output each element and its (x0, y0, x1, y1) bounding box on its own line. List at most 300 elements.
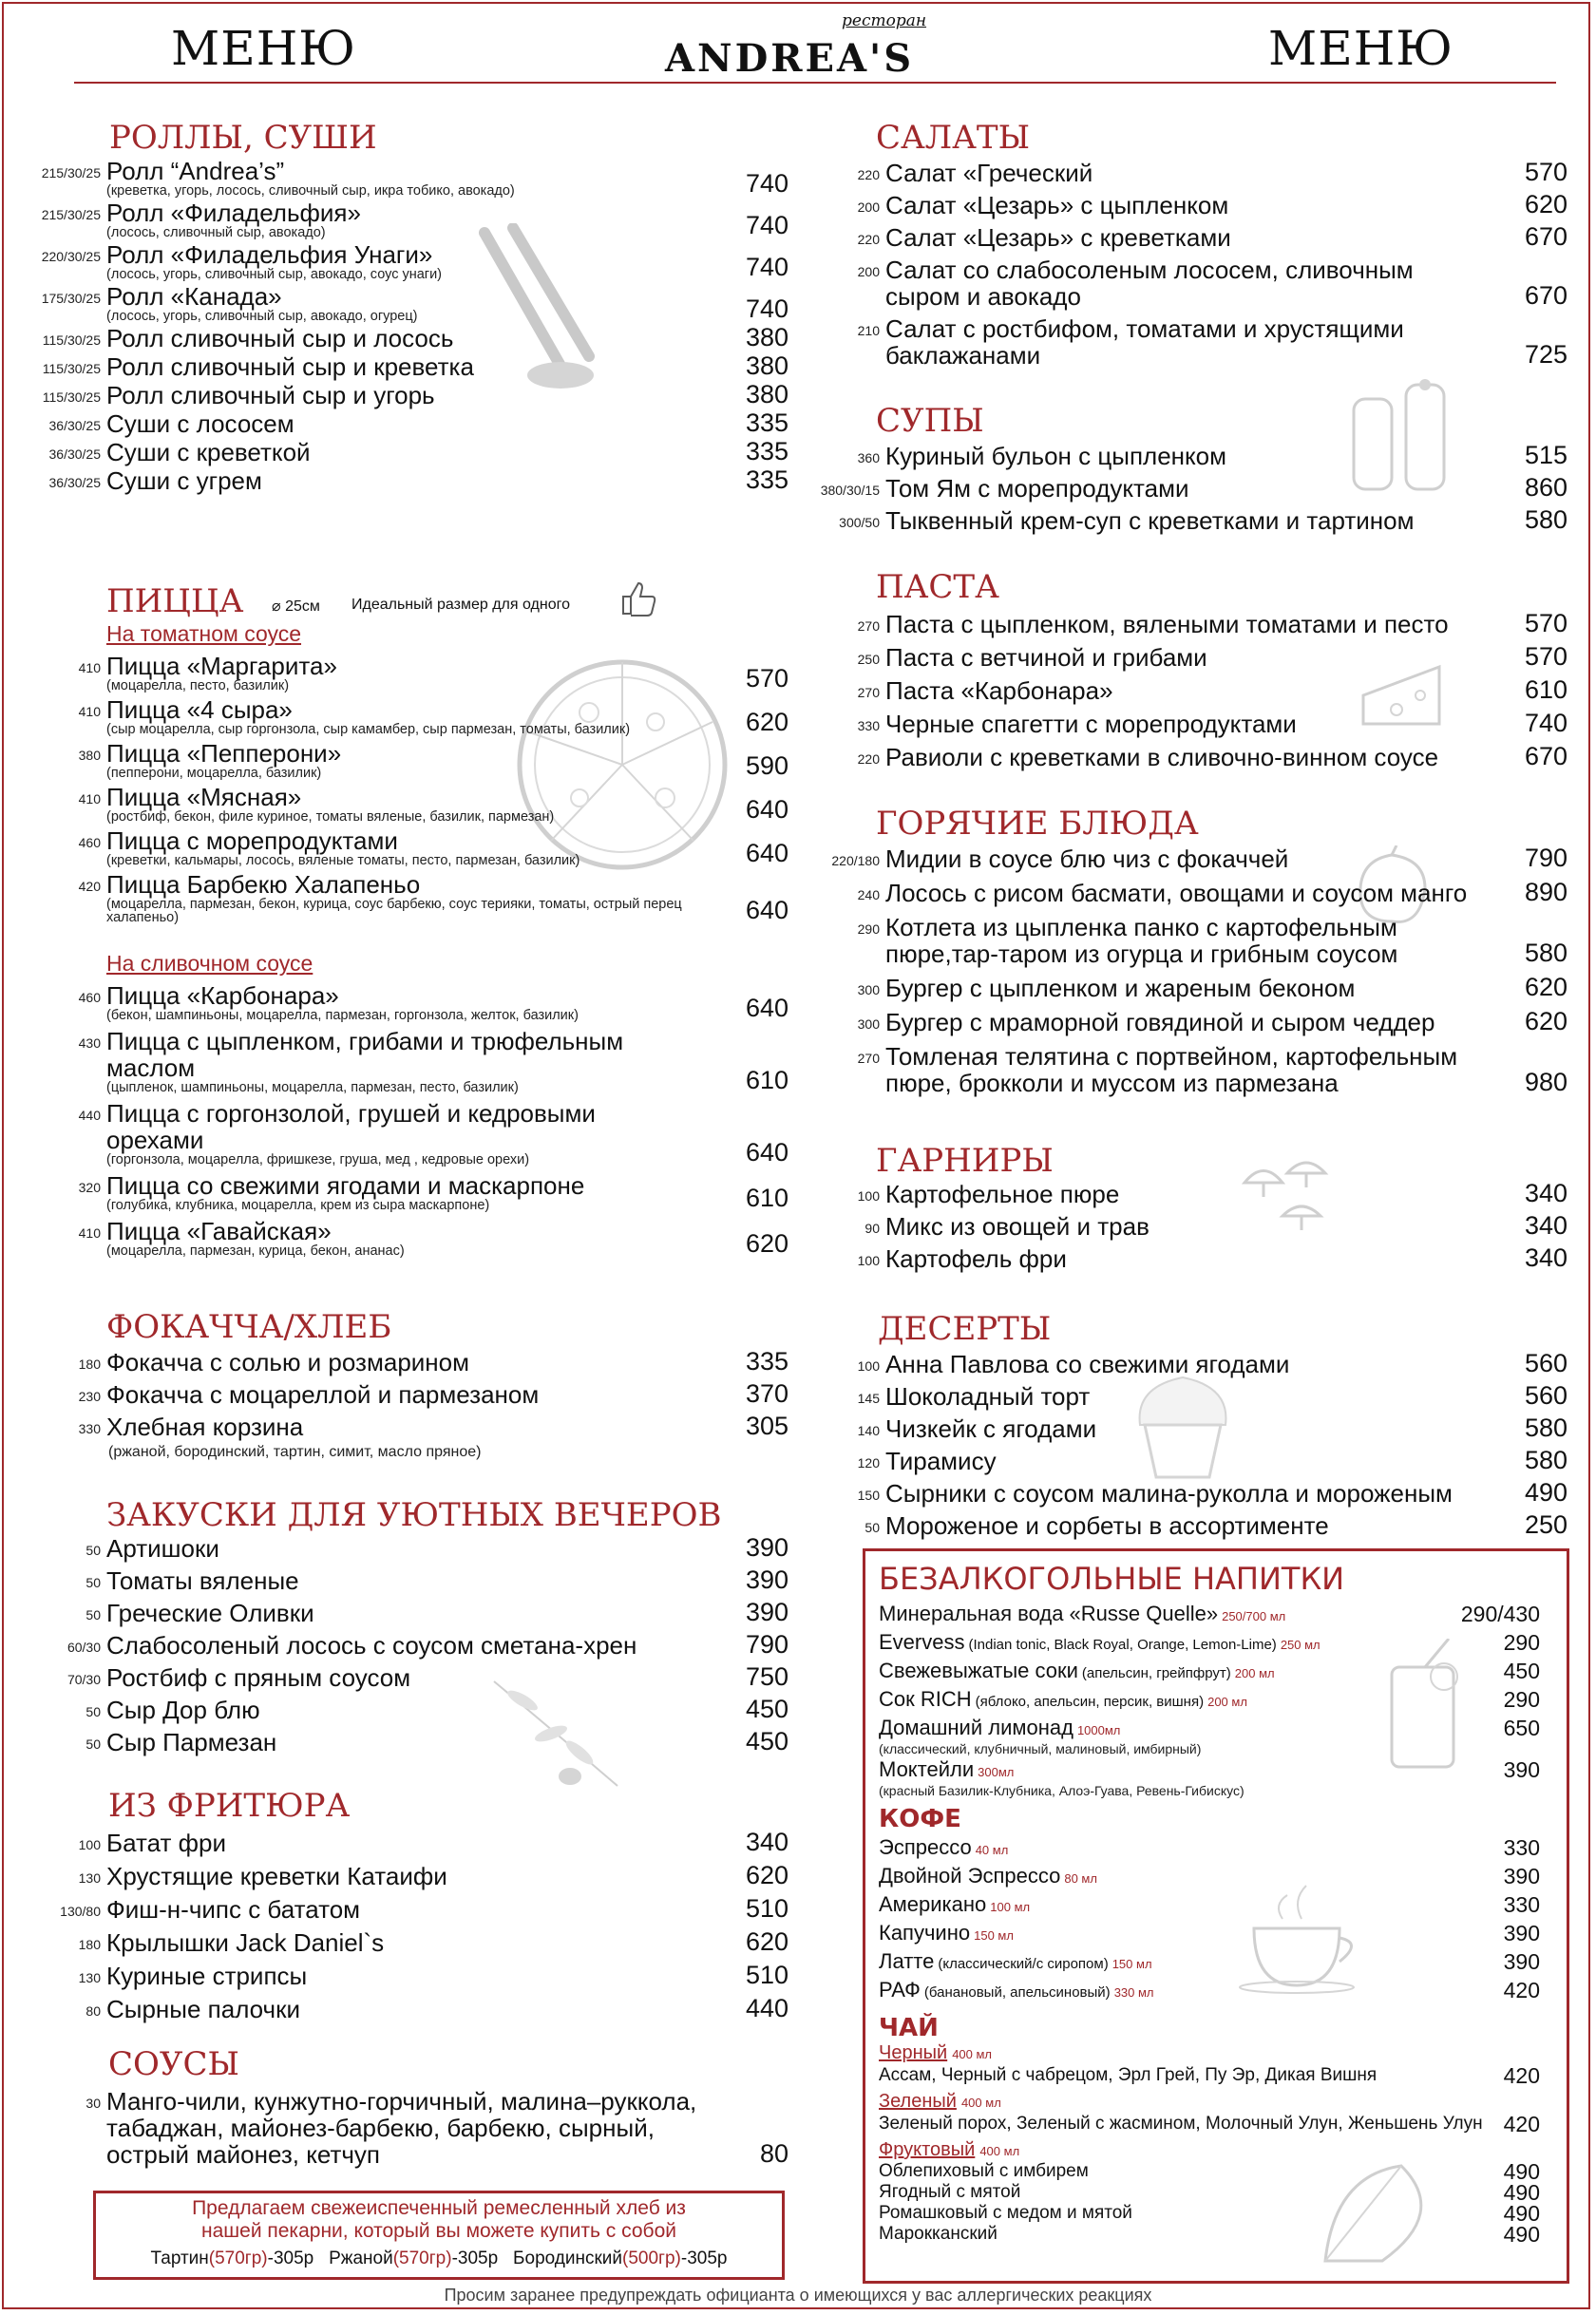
item-price: 390 (745, 1565, 788, 1594)
item-weight: 100 (857, 1253, 880, 1268)
section-title-hot: ГОРЯЧИЕ БЛЮДА (876, 805, 1199, 843)
section-pizza (28, 582, 788, 1263)
item-weight: 115/30/25 (42, 332, 101, 348)
section-rolls (28, 119, 788, 496)
menu-item (28, 199, 788, 239)
item-price: 450 (745, 1727, 788, 1755)
drink-volume: 250 мл (1280, 1638, 1320, 1652)
item-price: 740 (745, 169, 788, 198)
menu-item (808, 1181, 1568, 1207)
item-price: 640 (745, 795, 788, 824)
menu-item (28, 158, 788, 198)
drink-name: Evervess (879, 1630, 965, 1654)
item-price: 335 (745, 465, 788, 494)
menu-item (808, 192, 1568, 218)
item-weight: 410 (78, 660, 101, 675)
item-body (106, 283, 788, 323)
item-description: (лосось, угорь, сливочный сыр, авокадо, соус унаги) (106, 267, 443, 282)
drink-description: (классический, клубничный, малиновый, имбирный) (879, 1741, 1202, 1756)
drink-name: Домашний лимонад (879, 1716, 1074, 1739)
menu-item (28, 784, 788, 824)
bread-weight-1: (570гр) (208, 2249, 268, 2268)
item-name: Салат «Греческий (885, 159, 1093, 187)
menu-item (28, 1600, 788, 1626)
menu-item (28, 241, 788, 281)
item-body (885, 160, 1417, 186)
item-body (106, 199, 788, 239)
item-price: 380 (745, 351, 788, 380)
tea-fruit-volume: 400 мл (979, 2144, 1020, 2158)
item-description: (пепперони, моцарелла, базилик) (106, 766, 322, 781)
item-weight: 220/180 (831, 853, 880, 868)
menu-item (808, 256, 1568, 310)
drink-name: Сок RICH (879, 1687, 972, 1711)
item-description: (голубика, клубника, моцарелла, крем из сыра маскарпоне) (106, 1198, 490, 1213)
item-weight: 100 (78, 1837, 101, 1852)
drink-volume: 100 мл (990, 1900, 1031, 1914)
item-weight: 320 (78, 1180, 101, 1195)
menu-item (28, 1896, 788, 1923)
section-title-pizza: ПИЦЦА (106, 582, 244, 620)
section-title-rolls: РОЛЛЫ, СУШИ (109, 119, 377, 157)
item-name: Ростбиф с пряным соусом (106, 1663, 411, 1692)
item-body (106, 1218, 695, 1258)
item-name: Крылышки Jack Daniel`s (106, 1928, 385, 1957)
item-name: Пицца с цыпленком, грибами и трюфельным маслом (106, 1027, 624, 1082)
item-weight: 220/30/25 (41, 249, 101, 264)
tea-black-price: 420 (1503, 2063, 1540, 2088)
item-weight: 36/30/25 (48, 446, 101, 462)
drink-item (879, 1758, 1553, 1797)
item-price: 620 (745, 708, 788, 736)
menu-item (808, 644, 1568, 671)
item-body (885, 475, 1568, 502)
drink-name: РАФ (879, 1978, 921, 2002)
menu-item (808, 160, 1568, 186)
item-weight: 215/30/25 (41, 165, 101, 180)
item-name: Мидии в соусе блю чиз с фокаччей (885, 844, 1289, 873)
drink-item (879, 1660, 1553, 1685)
drink-volume: 150 мл (974, 1928, 1014, 1943)
item-weight: 130 (78, 1970, 101, 1985)
drink-item (879, 1865, 1553, 1890)
bread-name-2: Ржаной (329, 2249, 393, 2268)
item-body (106, 1349, 788, 1376)
menu-item (28, 696, 788, 736)
item-body (885, 677, 1568, 704)
item-price: 620 (745, 1229, 788, 1258)
item-name: Картофельное пюре (885, 1180, 1120, 1208)
item-body (885, 1351, 1568, 1377)
item-price: 620 (1524, 190, 1568, 218)
item-weight: 130 (78, 1870, 101, 1886)
tea-black-volume: 400 мл (952, 2047, 993, 2061)
drink-price: 390 (1503, 1864, 1540, 1888)
item-price: 380 (745, 323, 788, 351)
item-body (885, 1415, 1568, 1442)
section-title-desserts: ДЕСЕРТЫ (878, 1310, 1052, 1348)
item-price: 380 (745, 380, 788, 408)
item-body (885, 1043, 1474, 1096)
item-name: Фокачча с моцареллой и пармезаном (106, 1380, 540, 1409)
item-description: (моцарелла, пармезан, курица, бекон, ананас) (106, 1243, 405, 1259)
item-name: Слабосоленый лосось с соусом сметана-хрен (106, 1631, 637, 1660)
menu-title-right: МЕНЮ (1268, 21, 1454, 76)
item-price: 570 (1524, 609, 1568, 637)
drink-note: (яблоко, апельсин, персик, вишня) (975, 1694, 1205, 1710)
section-sauces (28, 2045, 788, 2169)
item-name: Фиш-н-чипс с бататом (106, 1895, 361, 1924)
menu-item (28, 1218, 788, 1258)
menu-item (28, 1172, 788, 1212)
item-weight: 270 (857, 618, 880, 634)
menu-item (808, 315, 1568, 369)
item-price: 340 (1524, 1243, 1568, 1272)
item-name: Чизкейк с ягодами (885, 1414, 1097, 1443)
fruit-tea-item (879, 2161, 1553, 2182)
drink-note: (классический/с сиропом) (938, 1956, 1109, 1972)
drink-price: 390 (1503, 1921, 1540, 1945)
drink-price: 390 (1503, 1949, 1540, 1974)
item-description: (моцарелла, песто, базилик) (106, 678, 290, 693)
item-body (106, 1600, 788, 1626)
menu-item (28, 1028, 788, 1094)
item-body (106, 467, 788, 494)
item-price: 570 (745, 664, 788, 693)
menu-item (28, 353, 788, 380)
sauces-price: 80 (759, 2139, 788, 2168)
item-weight: 420 (78, 879, 101, 894)
item-weight: 70/30 (66, 1672, 101, 1687)
item-price: 740 (1524, 709, 1568, 737)
item-name: Тирамису (885, 1447, 997, 1475)
item-weight: 90 (864, 1221, 880, 1236)
sauces-line-3: острый майонез, кетчуп (106, 2140, 380, 2169)
menu-item (28, 740, 788, 780)
item-name: Ролл сливочный сыр и угорь (106, 381, 435, 409)
item-body (885, 1009, 1474, 1035)
item-body (885, 1245, 1568, 1272)
item-name: Ролл «Канада» (106, 282, 282, 311)
menu-item (28, 1664, 788, 1691)
item-price: 790 (745, 1630, 788, 1659)
item-name: Том Ям с морепродуктами (885, 474, 1189, 503)
item-body (885, 256, 1417, 310)
drink-name: Капучино (879, 1921, 971, 1945)
item-name: Салат со слабосоленым лососем, сливочным сыром и авокадо (885, 256, 1414, 311)
item-body (106, 1729, 788, 1755)
menu-item (28, 1381, 788, 1408)
section-hot (808, 807, 1568, 1104)
section-title-sides: ГАРНИРЫ (876, 1142, 1054, 1180)
drink-item (879, 1836, 1553, 1862)
item-body (106, 410, 788, 437)
drink-name: Двойной Эспрессо (879, 1864, 1061, 1888)
item-name: Артишоки (106, 1534, 219, 1563)
item-name: Картофель фри (885, 1244, 1067, 1273)
item-name: Ролл «Филадельфия» (106, 199, 361, 227)
menu-item (808, 1213, 1568, 1240)
item-weight: 430 (78, 1035, 101, 1051)
item-body (106, 382, 788, 408)
item-weight: 100 (857, 1358, 880, 1374)
fruit-tea-price: 490 (1503, 2180, 1540, 2205)
item-description: (цыпленок, шампиньоны, моцарелла, пармезан, песто, базилик) (106, 1080, 519, 1095)
item-description: (креветки, кальмары, лосось, вяленые томаты, песто, пармезан, базилик) (106, 853, 580, 868)
item-description: (горгонзола, моцарелла, фришкезе, груша, мед , кедровые орехи) (106, 1152, 530, 1167)
drink-item (879, 1688, 1553, 1714)
fruit-tea-name: Облепиховый с имбирем (879, 2161, 1089, 2181)
item-weight: 410 (78, 704, 101, 719)
item-body (106, 827, 695, 867)
item-name: Томаты вяленые (106, 1566, 299, 1595)
item-name: Паста с ветчиной и грибами (885, 643, 1207, 672)
menu-item (28, 283, 788, 323)
menu-item (808, 975, 1568, 1001)
section-title-soups: СУПЫ (876, 402, 984, 440)
item-price: 440 (745, 1994, 788, 2022)
menu-item (808, 880, 1568, 906)
item-body (106, 1830, 788, 1856)
item-weight: 220 (857, 751, 880, 767)
menu-item (28, 1632, 788, 1659)
menu-item (28, 1929, 788, 1956)
fruit-tea-name: Ягодный с мятой (879, 2182, 1021, 2202)
drinks-box (863, 1548, 1569, 2284)
section-salads (808, 119, 1568, 374)
menu-item (28, 1729, 788, 1755)
item-name: Салат «Цезарь» с цыпленком (885, 191, 1229, 219)
item-weight: 330 (78, 1421, 101, 1436)
item-body (885, 1213, 1568, 1240)
item-price: 580 (1524, 939, 1568, 967)
item-body (885, 1448, 1568, 1474)
drink-item (879, 1717, 1553, 1755)
item-name: Микс из овощей и трав (885, 1212, 1150, 1241)
bread-offer-line-1: Предлагаем свежеиспеченный ремесленный хлеб из (192, 2197, 686, 2219)
menu-item (808, 507, 1568, 534)
bread-offer-line-2: нашей пекарни, который вы можете купить с собой (201, 2220, 676, 2242)
item-body (106, 241, 788, 281)
tea-green-price: 420 (1503, 2112, 1540, 2136)
item-price: 340 (1524, 1179, 1568, 1207)
item-name: Ролл сливочный сыр и креветка (106, 352, 474, 381)
sauces-line-1: Манго-чили, кунжутно-горчичный, малина–руккола, (106, 2087, 697, 2116)
item-price: 570 (1524, 158, 1568, 186)
sauces-row (28, 2088, 788, 2168)
item-body (106, 158, 788, 198)
item-weight: 60/30 (66, 1640, 101, 1655)
item-name: Ролл “Andrea’s” (106, 157, 285, 185)
drink-price: 290 (1503, 1630, 1540, 1655)
item-description: (ростбиф, бекон, филе куриное, томаты вяленые, базилик, пармезан) (106, 809, 555, 825)
sauces-line-2: табаджан, майонез-барбекю, барбекю, сырный, (106, 2114, 655, 2142)
item-price: 640 (745, 994, 788, 1022)
item-weight: 180 (78, 1937, 101, 1952)
bread-price-2: -305р (451, 2249, 499, 2268)
fruit-tea-name: Марокканский (879, 2224, 998, 2244)
drink-note: (Indian tonic, Black Royal, Orange, Lemon-Lime) (968, 1637, 1277, 1653)
item-body (885, 507, 1568, 534)
menu-item (28, 1535, 788, 1562)
item-body (106, 1028, 695, 1094)
item-price: 490 (1524, 1478, 1568, 1507)
menu-item (808, 744, 1568, 770)
item-name: Паста «Карбонара» (885, 676, 1113, 705)
item-price: 580 (1524, 1446, 1568, 1474)
item-weight: 50 (86, 1543, 101, 1558)
menu-item (28, 1963, 788, 1989)
item-body (106, 1664, 788, 1691)
item-body (106, 871, 695, 924)
item-name: Паста с цыпленком, вялеными томатами и песто (885, 610, 1449, 638)
brand-subtitle: ресторан (842, 11, 927, 30)
item-body (106, 1535, 788, 1562)
item-price: 610 (745, 1184, 788, 1212)
drink-name: Эспрессо (879, 1835, 972, 1859)
menu-item (28, 1414, 788, 1440)
allergy-footer: Просим заранее предупреждать официанта о имеющихся у вас аллергических реакциях (444, 2286, 1152, 2305)
tea-black-label: Черный (879, 2042, 948, 2063)
item-name: Тыквенный крем-суп с креветками и тартином (885, 506, 1415, 535)
drink-item (879, 1979, 1553, 2004)
section-fried (28, 1787, 788, 2029)
item-name: Салат с ростбифом, томатами и хрустящими баклажанами (885, 314, 1404, 370)
item-name: Пицца «Маргарита» (106, 652, 337, 680)
item-body (106, 1896, 788, 1923)
item-price: 250 (1524, 1510, 1568, 1539)
item-body (106, 1697, 788, 1723)
item-weight: 200 (857, 199, 880, 215)
item-body (106, 1863, 788, 1889)
item-price: 340 (1524, 1211, 1568, 1240)
drink-note: (апельсин, грейпфрут) (1081, 1665, 1231, 1681)
menu-item (808, 1480, 1568, 1507)
tea-green-volume: 400 мл (960, 2096, 1001, 2110)
pizza-size-note-2: Идеальный размер для одного (352, 597, 570, 613)
tea-black-row (879, 2064, 1553, 2087)
item-weight: 140 (857, 1423, 880, 1438)
item-body (885, 711, 1568, 737)
item-price: 670 (1524, 742, 1568, 770)
item-weight: 180 (78, 1357, 101, 1372)
item-body (885, 443, 1568, 469)
menu-item (28, 439, 788, 465)
item-price: 620 (1524, 1007, 1568, 1035)
item-weight: 210 (857, 323, 880, 338)
item-weight: 50 (86, 1607, 101, 1622)
item-body (885, 914, 1474, 967)
item-name: Хрустящие креветки Катаифи (106, 1862, 447, 1890)
bread-prices (96, 2249, 782, 2269)
drink-price: 290 (1503, 1687, 1540, 1712)
section-pasta (808, 568, 1568, 777)
menu-item (808, 711, 1568, 737)
drink-name: Моктейли (879, 1757, 975, 1781)
item-price: 620 (745, 1927, 788, 1956)
item-price: 640 (745, 839, 788, 867)
item-name: Сырные палочки (106, 1995, 300, 2023)
item-weight: 460 (78, 990, 101, 1005)
item-weight: 36/30/25 (48, 418, 101, 433)
section-focaccia (28, 1308, 788, 1460)
menu-item (28, 1567, 788, 1594)
item-weight: 220 (857, 232, 880, 247)
item-weight: 270 (857, 685, 880, 700)
fruit-tea-item (879, 2224, 1553, 2245)
tea-green-text: Зеленый порох, Зеленый с жасмином, Молочный Улун, Женьшень Улун (879, 2114, 1483, 2134)
menu-item (808, 443, 1568, 469)
bread-offer-box (93, 2191, 785, 2280)
item-name: Пицца «Карбонара» (106, 981, 339, 1010)
item-name: Салат «Цезарь» с креветками (885, 223, 1231, 252)
menu-item (808, 845, 1568, 872)
item-name: Пицца Барбекю Халапеньо (106, 870, 421, 899)
item-price: 860 (1524, 473, 1568, 502)
menu-item (28, 827, 788, 867)
item-body (106, 1929, 788, 1956)
item-price: 980 (1524, 1068, 1568, 1096)
menu-item (28, 871, 788, 924)
item-weight: 50 (86, 1575, 101, 1590)
menu-item (808, 475, 1568, 502)
item-weight: 120 (857, 1455, 880, 1471)
item-weight: 410 (78, 791, 101, 806)
item-body (106, 1632, 788, 1659)
menu-item (808, 914, 1568, 967)
item-price: 610 (745, 1066, 788, 1094)
item-name: Пицца «Пепперони» (106, 739, 342, 768)
drink-volume: 80 мл (1064, 1871, 1097, 1886)
menu-item (28, 653, 788, 693)
section-title-snacks: ЗАКУСКИ ДЛЯ УЮТНЫХ ВЕЧЕРОВ (106, 1496, 722, 1534)
drink-price: 450 (1503, 1659, 1540, 1683)
item-price: 590 (745, 751, 788, 780)
drink-item (879, 1603, 1553, 1628)
menu-item (808, 1512, 1568, 1539)
tea-black-head (879, 2042, 1553, 2064)
item-weight: 290 (857, 921, 880, 937)
item-body (106, 1381, 788, 1408)
section-title-drinks: БЕЗАЛКОГОЛЬНЫЕ НАПИТКИ (879, 1561, 1345, 1597)
item-name: Куриные стрипсы (106, 1962, 308, 1990)
item-name: Анна Павлова со свежими ягодами (885, 1350, 1290, 1378)
item-body (106, 1963, 788, 1989)
item-body (106, 740, 695, 780)
menu-item (28, 325, 788, 351)
drink-volume: 40 мл (975, 1843, 1009, 1857)
item-body (106, 439, 788, 465)
item-price: 740 (745, 253, 788, 281)
item-body (885, 1181, 1568, 1207)
item-price: 510 (745, 1961, 788, 1989)
bread-weight-3: (500гр) (622, 2249, 681, 2268)
item-body (885, 1480, 1568, 1507)
item-body (885, 192, 1417, 218)
section-soups (808, 402, 1568, 540)
item-name: Суши с угрем (106, 466, 262, 495)
section-title-pasta: ПАСТА (876, 568, 999, 606)
item-name: Бургер с цыпленком и жареным беконом (885, 974, 1356, 1002)
menu-item (28, 1830, 788, 1856)
drink-price: 330 (1503, 1835, 1540, 1860)
item-body (106, 1414, 788, 1440)
item-name: Пицца «Мясная» (106, 783, 302, 811)
item-price: 580 (1524, 1414, 1568, 1442)
pizza-size-note: ⌀ 25см (272, 598, 320, 615)
item-body (106, 696, 695, 736)
section-title-sauces: СОУСЫ (108, 2045, 239, 2083)
